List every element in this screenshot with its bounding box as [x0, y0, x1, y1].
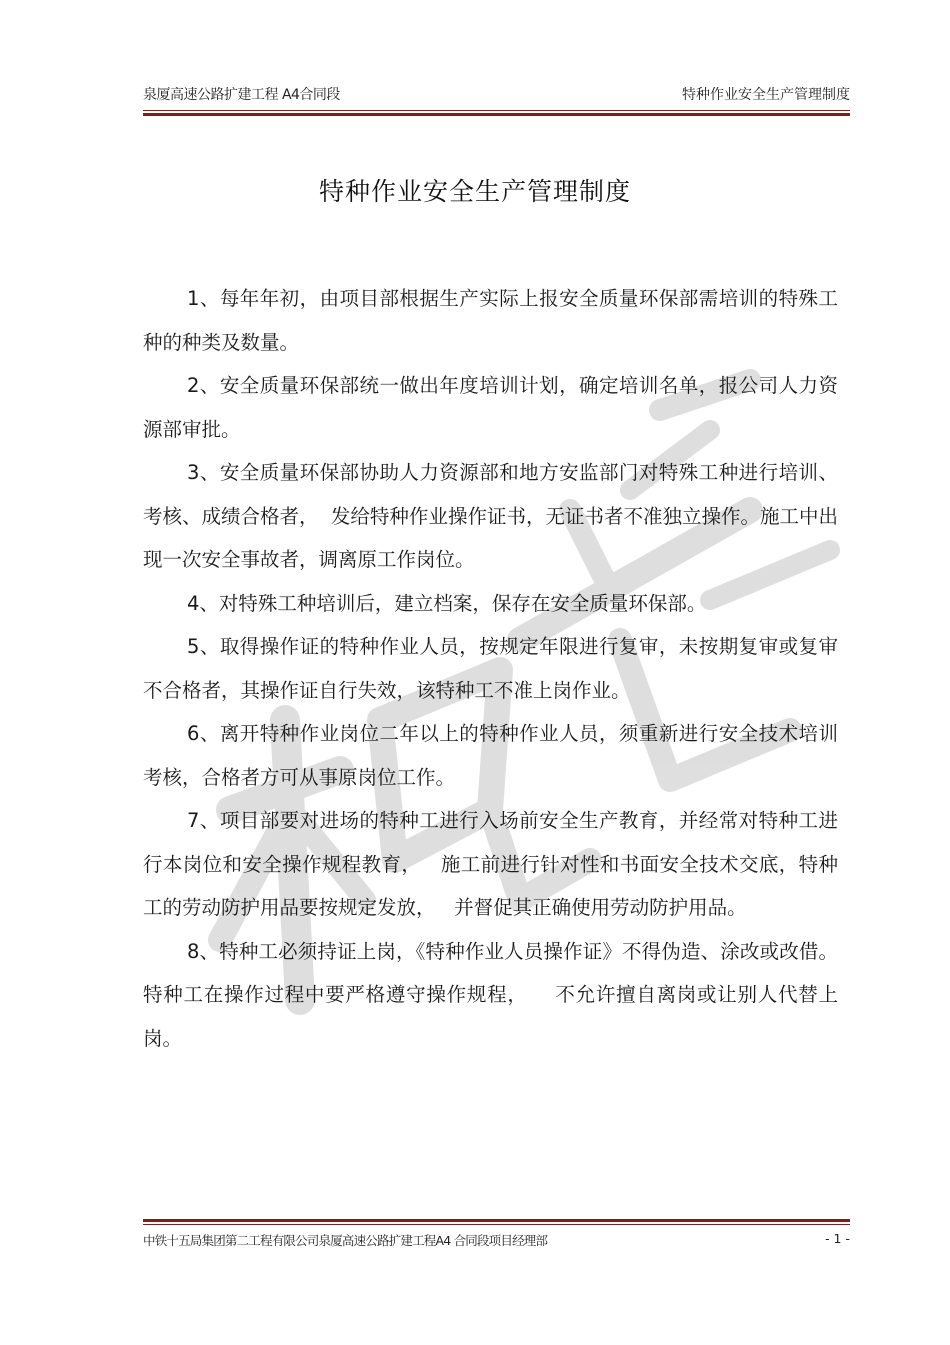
- header-divider-thick: [143, 113, 850, 116]
- header-divider-thin: [143, 110, 850, 111]
- page-number: - 1 -: [825, 1231, 850, 1246]
- footer-divider-thin: [143, 1224, 850, 1225]
- paragraph-2: 2、安全质量环保部统一做出年度培训计划，确定培训名单，报公司人力资源部审批。: [143, 374, 838, 441]
- paragraph-7: 7、项目部要对进场的特种工进行入场前安全生产教育，并经常对特种工进行本岗位和安全操作规程教育， 施工前进行针对性和书面安全技术交底，特种工的劳动防护用品要按规定发放， 并督促其正确使用劳动防护用品。: [143, 809, 838, 919]
- footer-divider-thick: [143, 1219, 850, 1222]
- page-header: [143, 84, 850, 108]
- paragraph-3: 3、安全质量环保部协助人力资源部和地方安监部门对特殊工种进行培训、考核、成绩合格者， 发给特种作业操作证书，无证书者不准独立操作。施工中出现一次安全事故者，调离原工作岗位。: [143, 461, 838, 571]
- paragraph-4: 4、对特殊工种培训后，建立档案，保存在安全质量环保部。: [187, 591, 707, 615]
- header-project-name: 泉厦高速公路扩建工程 A4合同段: [143, 87, 340, 103]
- header-document-name: 特种作业安全生产管理制度: [682, 87, 850, 103]
- paragraph-6: 6、离开特种作业岗位二年以上的特种作业人员，须重新进行安全技术培训考核，合格者方可从事原岗位工作。: [143, 722, 838, 789]
- paragraph-8: 8、特种工必须持证上岗，《特种作业人员操作证》不得伪造、涂改或改借。特种工在操作过程中要严格遵守操作规程， 不允许擅自离岗或让别人代替上岗。: [143, 939, 838, 1050]
- document-title: 特种作业安全生产管理制度: [318, 177, 631, 206]
- paragraph-1: 1、每年年初，由项目部根据生产实际上报安全质量环保部需培训的特殊工种的种类及数量。: [143, 287, 838, 354]
- footer-organization: 中铁十五局集团第二工程有限公司泉厦高速公路扩建工程A4 合同段项目经理部: [143, 1233, 548, 1248]
- document-body: [143, 277, 838, 1060]
- page-footer: [143, 1231, 850, 1251]
- paragraph-5: 5、取得操作证的特种作业人员，按规定年限进行复审，未按期复审或复审不合格者，其操作证自行失效，该特种工不准上岗作业。: [143, 635, 838, 702]
